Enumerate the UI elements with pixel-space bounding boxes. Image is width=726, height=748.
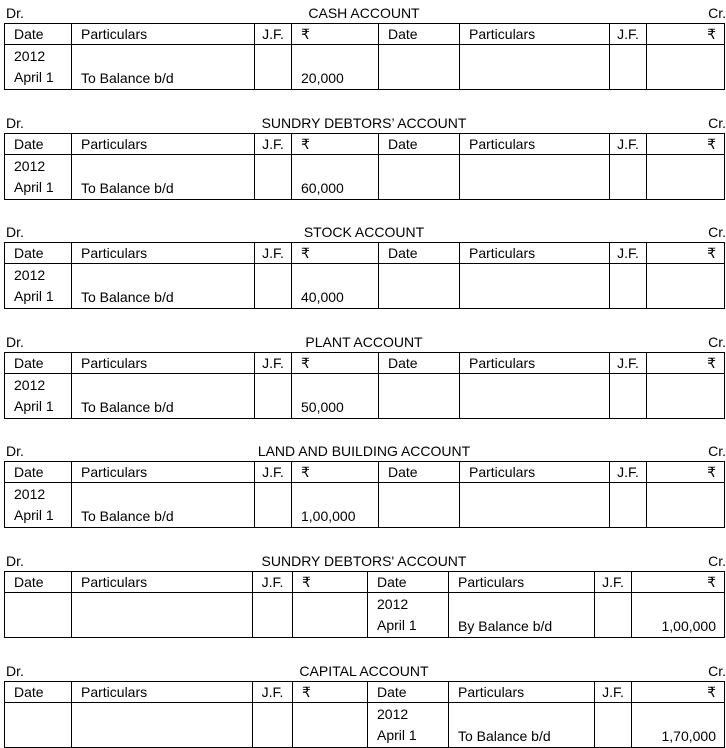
empty-cell [610, 264, 647, 309]
ledger-table [4, 461, 725, 528]
empty-cell [460, 374, 610, 419]
account-header [4, 114, 724, 133]
entry-date [5, 45, 72, 90]
cr-label: Cr. [708, 5, 726, 21]
empty-cell [5, 703, 72, 748]
dr-label: Dr. [6, 224, 24, 240]
entry-jf [595, 593, 632, 638]
entry-year: 2012 [14, 48, 46, 64]
ledger-table [4, 352, 725, 419]
empty-cell [72, 703, 253, 748]
entry-day: April 1 [14, 179, 54, 195]
col-date-header: Date [5, 572, 72, 593]
col-amount-header: ₹ [292, 462, 379, 483]
cr-label: Cr. [708, 115, 726, 131]
column-header-row [5, 353, 725, 374]
account-title: SUNDRY DEBTORS’ ACCOUNT [261, 115, 467, 131]
account-title: CAPITAL ACCOUNT [299, 663, 429, 679]
col-amount-header: ₹ [647, 353, 725, 374]
column-header-row [5, 134, 725, 155]
dr-label: Dr. [6, 115, 24, 131]
column-header-row [5, 572, 725, 593]
empty-cell [460, 264, 610, 309]
col-jf-header: J.F. [255, 24, 292, 45]
ledger-table [4, 681, 725, 748]
entry-date [5, 264, 72, 309]
col-amount-header: ₹ [292, 353, 379, 374]
entry-particulars: To Balance b/d [72, 155, 255, 200]
account-title: STOCK ACCOUNT [303, 224, 425, 240]
col-jf-header: J.F. [610, 134, 647, 155]
entry-year: 2012 [377, 596, 409, 612]
empty-cell [5, 593, 72, 638]
col-amount-header: ₹ [293, 682, 368, 703]
col-amount-header: ₹ [292, 24, 379, 45]
col-jf-header: J.F. [610, 462, 647, 483]
ledger-account [4, 4, 724, 90]
entry-amount: 50,000 [292, 374, 379, 419]
empty-cell [610, 45, 647, 90]
account-title: PLANT ACCOUNT [305, 334, 423, 350]
col-particulars-header: Particulars [460, 134, 610, 155]
entry-amount: 1,00,000 [292, 483, 379, 528]
col-particulars-header: Particulars [460, 243, 610, 264]
col-particulars-header: Particulars [72, 134, 255, 155]
col-jf-header: J.F. [595, 572, 632, 593]
col-amount-header: ₹ [647, 24, 725, 45]
col-particulars-header: Particulars [72, 353, 255, 374]
entry-particulars: To Balance b/d [72, 45, 255, 90]
entry-row [5, 374, 725, 419]
col-amount-header: ₹ [632, 682, 725, 703]
empty-cell [460, 483, 610, 528]
col-particulars-header: Particulars [460, 462, 610, 483]
entry-date [368, 703, 449, 748]
entry-jf [255, 45, 292, 90]
cr-label: Cr. [708, 663, 726, 679]
col-date-header: Date [5, 243, 72, 264]
col-jf-header: J.F. [255, 462, 292, 483]
entry-particulars: To Balance b/d [72, 374, 255, 419]
entry-jf [595, 703, 632, 748]
col-date-header: Date [368, 682, 449, 703]
entry-amount: 40,000 [292, 264, 379, 309]
col-jf-header: J.F. [610, 243, 647, 264]
col-date-header: Date [5, 353, 72, 374]
cr-label: Cr. [708, 334, 726, 350]
column-header-row [5, 243, 725, 264]
entry-date [5, 374, 72, 419]
entry-amount: 1,00,000 [632, 593, 725, 638]
dr-label: Dr. [6, 5, 24, 21]
entry-particulars: To Balance b/d [72, 264, 255, 309]
empty-cell [460, 155, 610, 200]
entry-row [5, 155, 725, 200]
col-amount-header: ₹ [647, 134, 725, 155]
empty-cell [253, 703, 293, 748]
col-date-header: Date [379, 24, 460, 45]
empty-cell [647, 374, 725, 419]
entry-day: April 1 [14, 69, 54, 85]
empty-cell [647, 45, 725, 90]
empty-cell [293, 593, 368, 638]
account-header [4, 333, 724, 352]
account-title: CASH ACCOUNT [308, 5, 420, 21]
col-particulars-header: Particulars [460, 24, 610, 45]
empty-cell [647, 155, 725, 200]
entry-particulars: To Balance b/d [449, 703, 595, 748]
empty-cell [647, 483, 725, 528]
col-particulars-header: Particulars [460, 353, 610, 374]
entry-year: 2012 [14, 486, 46, 502]
col-date-header: Date [5, 462, 72, 483]
column-header-row [5, 682, 725, 703]
entry-jf [255, 155, 292, 200]
entry-jf [255, 374, 292, 419]
col-jf-header: J.F. [595, 682, 632, 703]
col-particulars-header: Particulars [449, 572, 595, 593]
entry-row [5, 45, 725, 90]
empty-cell [610, 155, 647, 200]
entry-day: April 1 [14, 398, 54, 414]
account-header [4, 662, 724, 681]
col-date-header: Date [5, 134, 72, 155]
entry-day: April 1 [14, 288, 54, 304]
entry-amount: 60,000 [292, 155, 379, 200]
account-header [4, 442, 724, 461]
dr-label: Dr. [6, 663, 24, 679]
col-date-header: Date [379, 353, 460, 374]
column-header-row [5, 462, 725, 483]
ledger-table [4, 242, 725, 309]
entry-day: April 1 [14, 507, 54, 523]
entry-row [5, 483, 725, 528]
col-amount-header: ₹ [647, 462, 725, 483]
entry-date [368, 593, 449, 638]
col-date-header: Date [379, 243, 460, 264]
col-amount-header: ₹ [632, 572, 725, 593]
entry-year: 2012 [14, 267, 46, 283]
dr-label: Dr. [6, 553, 24, 569]
entry-year: 2012 [377, 706, 409, 722]
account-title: SUNDRY DEBTORS' ACCOUNT [261, 553, 467, 569]
entry-day: April 1 [377, 617, 417, 633]
account-header [4, 223, 724, 242]
col-particulars-header: Particulars [72, 24, 255, 45]
ledger-table [4, 571, 725, 638]
col-jf-header: J.F. [255, 353, 292, 374]
ledger-account [4, 333, 724, 419]
col-amount-header: ₹ [293, 572, 368, 593]
ledger-table [4, 23, 725, 90]
empty-cell [379, 264, 460, 309]
entry-row [5, 264, 725, 309]
col-amount-header: ₹ [647, 243, 725, 264]
entry-year: 2012 [14, 158, 46, 174]
account-header [4, 552, 724, 571]
col-jf-header: J.F. [610, 24, 647, 45]
entry-jf [255, 483, 292, 528]
empty-cell [460, 45, 610, 90]
entry-day: April 1 [377, 727, 417, 743]
account-header [4, 4, 724, 23]
col-amount-header: ₹ [292, 243, 379, 264]
col-particulars-header: Particulars [72, 682, 253, 703]
entry-row [5, 593, 725, 638]
account-title: LAND AND BUILDING ACCOUNT [257, 443, 471, 459]
entry-jf [255, 264, 292, 309]
empty-cell [610, 483, 647, 528]
column-header-row [5, 24, 725, 45]
dr-label: Dr. [6, 334, 24, 350]
ledger-account [4, 442, 724, 528]
col-particulars-header: Particulars [72, 243, 255, 264]
col-jf-header: J.F. [610, 353, 647, 374]
col-jf-header: J.F. [253, 572, 293, 593]
empty-cell [379, 155, 460, 200]
empty-cell [379, 374, 460, 419]
ledger-account [4, 223, 724, 309]
entry-amount: 20,000 [292, 45, 379, 90]
col-date-header: Date [379, 134, 460, 155]
empty-cell [379, 483, 460, 528]
entry-particulars: To Balance b/d [72, 483, 255, 528]
col-jf-header: J.F. [255, 134, 292, 155]
entry-date [5, 483, 72, 528]
dr-label: Dr. [6, 443, 24, 459]
entry-date [5, 155, 72, 200]
entry-row [5, 703, 725, 748]
empty-cell [610, 374, 647, 419]
col-particulars-header: Particulars [72, 572, 253, 593]
col-date-header: Date [368, 572, 449, 593]
col-particulars-header: Particulars [72, 462, 255, 483]
ledger-table [4, 133, 725, 200]
col-date-header: Date [5, 24, 72, 45]
empty-cell [72, 593, 253, 638]
col-date-header: Date [379, 462, 460, 483]
col-jf-header: J.F. [253, 682, 293, 703]
empty-cell [293, 703, 368, 748]
col-particulars-header: Particulars [449, 682, 595, 703]
entry-year: 2012 [14, 377, 46, 393]
empty-cell [379, 45, 460, 90]
col-date-header: Date [5, 682, 72, 703]
entry-amount: 1,70,000 [632, 703, 725, 748]
empty-cell [647, 264, 725, 309]
cr-label: Cr. [708, 553, 726, 569]
entry-particulars: By Balance b/d [449, 593, 595, 638]
ledger-account [4, 114, 724, 200]
ledger-account [4, 552, 724, 638]
cr-label: Cr. [708, 224, 726, 240]
col-jf-header: J.F. [255, 243, 292, 264]
col-amount-header: ₹ [292, 134, 379, 155]
cr-label: Cr. [708, 443, 726, 459]
ledger-account [4, 662, 724, 748]
empty-cell [253, 593, 293, 638]
